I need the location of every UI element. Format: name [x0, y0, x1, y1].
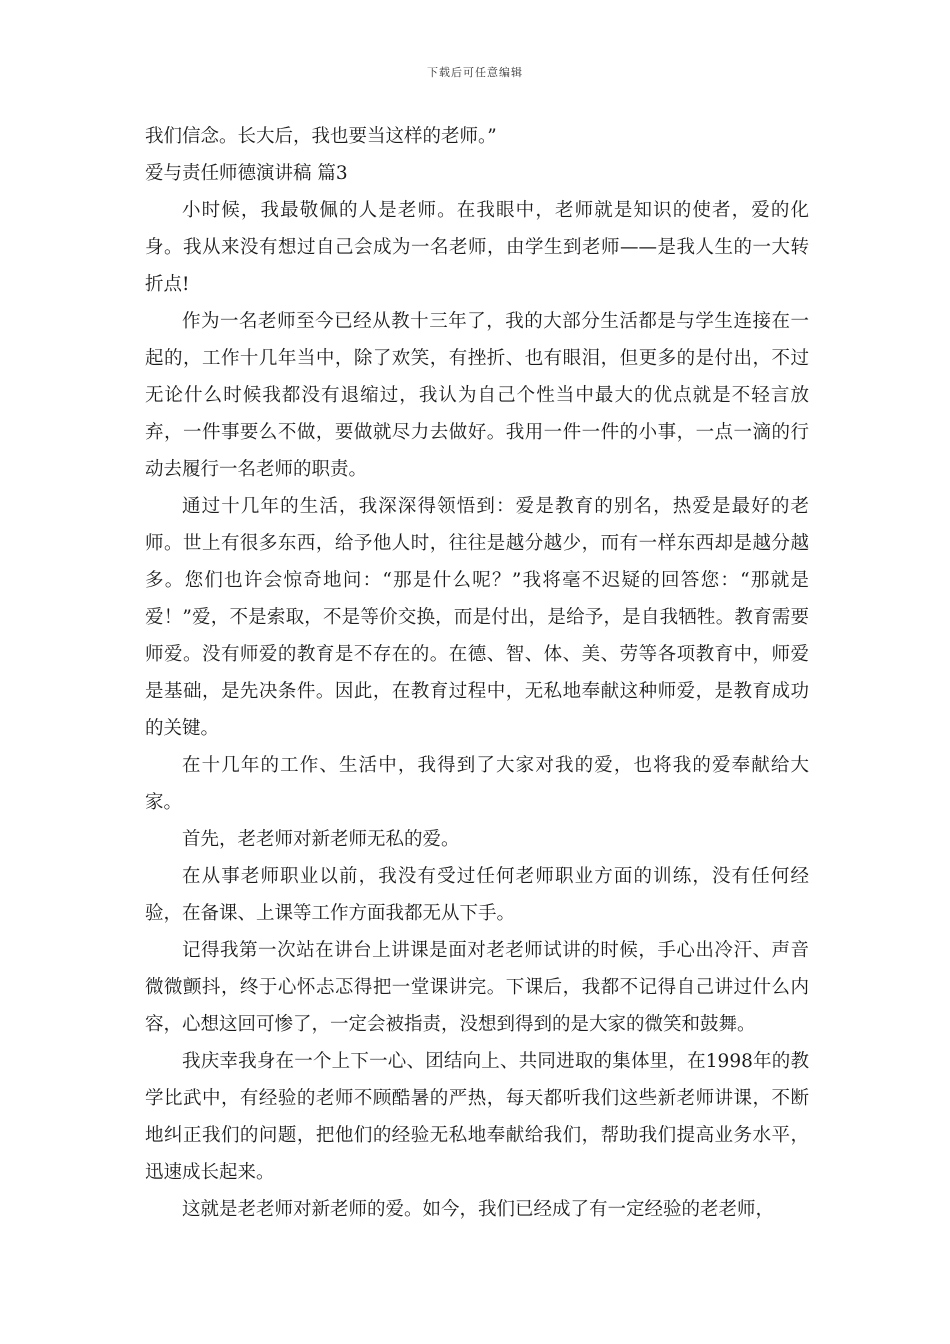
paragraph: 作为一名老师至今已经从教十三年了，我的大部分生活都是与学生连接在一起的，工作十几年当中，除了欢笑，有挫折、也有眼泪，但更多的是付出，不过无论什么时候我都没有退缩过，我认为自己个性当中最大的优点就是不轻言放弃，一件事要么不做，要做就尽力去做好。我用一件一件的小事，一点一滴的行动去履行一名老师的职责。	[145, 311, 809, 480]
paragraph: 我们信念。长大后，我也要当这样的老师。”	[145, 126, 497, 147]
section-title: 爱与责任师德演讲稿 篇3	[145, 163, 348, 184]
paragraph: 首先，老老师对新老师无私的爱。	[182, 829, 460, 850]
paragraph: 我庆幸我身在一个上下一心、团结向上、共同进取的集体里，在1998年的教学比武中，有经验的老师不顾酷暑的严热，每天都听我们这些新老师讲课，不断地纠正我们的问题，把他们的经验无私地奉献给我们，帮助我们提高业务水平，迅速成长起来。	[145, 1051, 809, 1183]
paragraph: 记得我第一次站在讲台上讲课是面对老老师试讲的时候，手心出冷汗、声音微微颤抖，终于心怀忐忑得把一堂课讲完。下课后，我都不记得自己讲过什么内容，心想这回可惨了，一定会被指责，没想到得到的是大家的微笑和鼓舞。	[145, 940, 809, 1035]
page-header: 下载后可任意编辑	[427, 66, 523, 79]
document-body	[145, 118, 809, 1228]
paragraph: 小时候，我最敬佩的人是老师。在我眼中，老师就是知识的使者，爱的化身。我从来没有想过自己会成为一名老师，由学生到老师——是我人生的一大转折点!	[145, 200, 809, 295]
paragraph: 这就是老老师对新老师的爱。如今，我们已经成了有一定经验的老老师，	[182, 1199, 775, 1220]
paragraph: 在十几年的工作、生活中，我得到了大家对我的爱，也将我的爱奉献给大家。	[145, 755, 809, 813]
paragraph: 通过十几年的生活，我深深得领悟到：爱是教育的别名，热爱是最好的老师。世上有很多东西，给予他人时，往往是越分越少，而有一样东西却是越分越多。您们也许会惊奇地问：“那是什么呢？”我将毫不迟疑的回答您：“那就是爱！”爱，不是索取，不是等价交换，而是付出，是给予，是自我牺牲。教育需要师爱。没有师爱的教育是不存在的。在德、智、体、美、劳等各项教育中，师爱是基础，是先决条件。因此，在教育过程中，无私地奉献这种师爱，是教育成功的关键。	[145, 496, 809, 739]
paragraph: 在从事老师职业以前，我没有受过任何老师职业方面的训练，没有任何经验，在备课、上课等工作方面我都无从下手。	[145, 866, 809, 924]
